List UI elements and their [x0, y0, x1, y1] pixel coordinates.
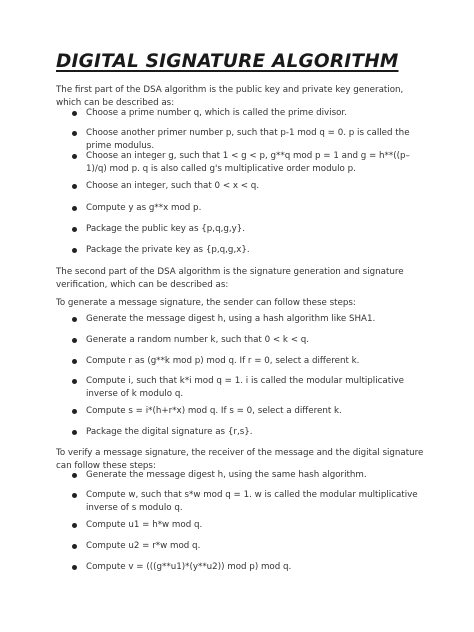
list-item: Compute u1 = h*w mod q.: [86, 520, 203, 530]
bullet-icon: [72, 379, 77, 384]
bullet-icon: [72, 359, 77, 364]
bullet-icon: [72, 565, 77, 570]
bullet-icon: [72, 430, 77, 435]
list-item: Generate a random number k, such that 0 < k < q.: [86, 335, 310, 345]
bullet-icon: [72, 248, 77, 253]
list-item: Compute w, such that s*w mod q = 1. w is called the modular multiplicative inverse of s modulo q.: [86, 490, 418, 513]
list-item: Compute i, such that k*i mod q = 1. i is called the modular multiplicative inverse of k modulo q.: [86, 376, 405, 399]
bullet-icon: [72, 131, 77, 136]
bullet-icon: [72, 227, 77, 232]
bullet-icon: [72, 317, 77, 322]
bullet-icon: [72, 184, 77, 189]
bullet-icon: [72, 493, 77, 498]
document-title: DIGITAL SIGNATURE ALGORITHM: [56, 51, 399, 72]
bullet-icon: [72, 523, 77, 528]
intro-paragraph: The first part of the DSA algorithm is the public key and private key generation, which can be described as:: [56, 85, 404, 108]
second-part-paragraph: The second part of the DSA algorithm is the signature generation and signature verification, which can be described as:: [56, 267, 404, 290]
list-item: Choose another primer number p, such that p-1 mod q = 0. p is called the prime modulus.: [86, 128, 410, 151]
list-item: Package the public key as {p,q,g,y}.: [86, 224, 246, 234]
list-item: Package the private key as {p,q,g,x}.: [86, 245, 250, 255]
bullet-icon: [72, 544, 77, 549]
list-item: Compute s = i*(h+r*x) mod q. If s = 0, select a different k.: [86, 406, 342, 416]
list-item: Choose a prime number q, which is called the prime divisor.: [86, 108, 347, 118]
list-item: Generate the message digest h, using the same hash algorithm.: [86, 470, 367, 480]
bullet-icon: [72, 111, 77, 116]
bullet-icon: [72, 206, 77, 211]
list-item: Choose an integer g, such that 1 < g < p, g**q mod p = 1 and g = h**((p–1)/q) mod p. q is also called g's multiplicative order modulo p.: [86, 151, 410, 174]
list-item: Compute v = (((g**u1)*(y**u2)) mod p) mod q.: [86, 562, 292, 572]
bullet-icon: [72, 409, 77, 414]
list-item: Compute r as (g**k mod p) mod q. If r = 0, select a different k.: [86, 356, 360, 366]
list-item: Package the digital signature as {r,s}.: [86, 427, 253, 437]
list-item: Generate the message digest h, using a hash algorithm like SHA1.: [86, 314, 376, 324]
list-item: Choose an integer, such that 0 < x < q.: [86, 181, 260, 191]
verify-intro-paragraph: To verify a message signature, the receiver of the message and the digital signature can follow these steps:: [56, 448, 424, 471]
bullet-icon: [72, 154, 77, 159]
bullet-icon: [72, 473, 77, 478]
bullet-icon: [72, 338, 77, 343]
list-item: Compute y as g**x mod p.: [86, 203, 202, 213]
list-item: Compute u2 = r*w mod q.: [86, 541, 201, 551]
sign-intro-paragraph: To generate a message signature, the sender can follow these steps:: [56, 298, 356, 308]
